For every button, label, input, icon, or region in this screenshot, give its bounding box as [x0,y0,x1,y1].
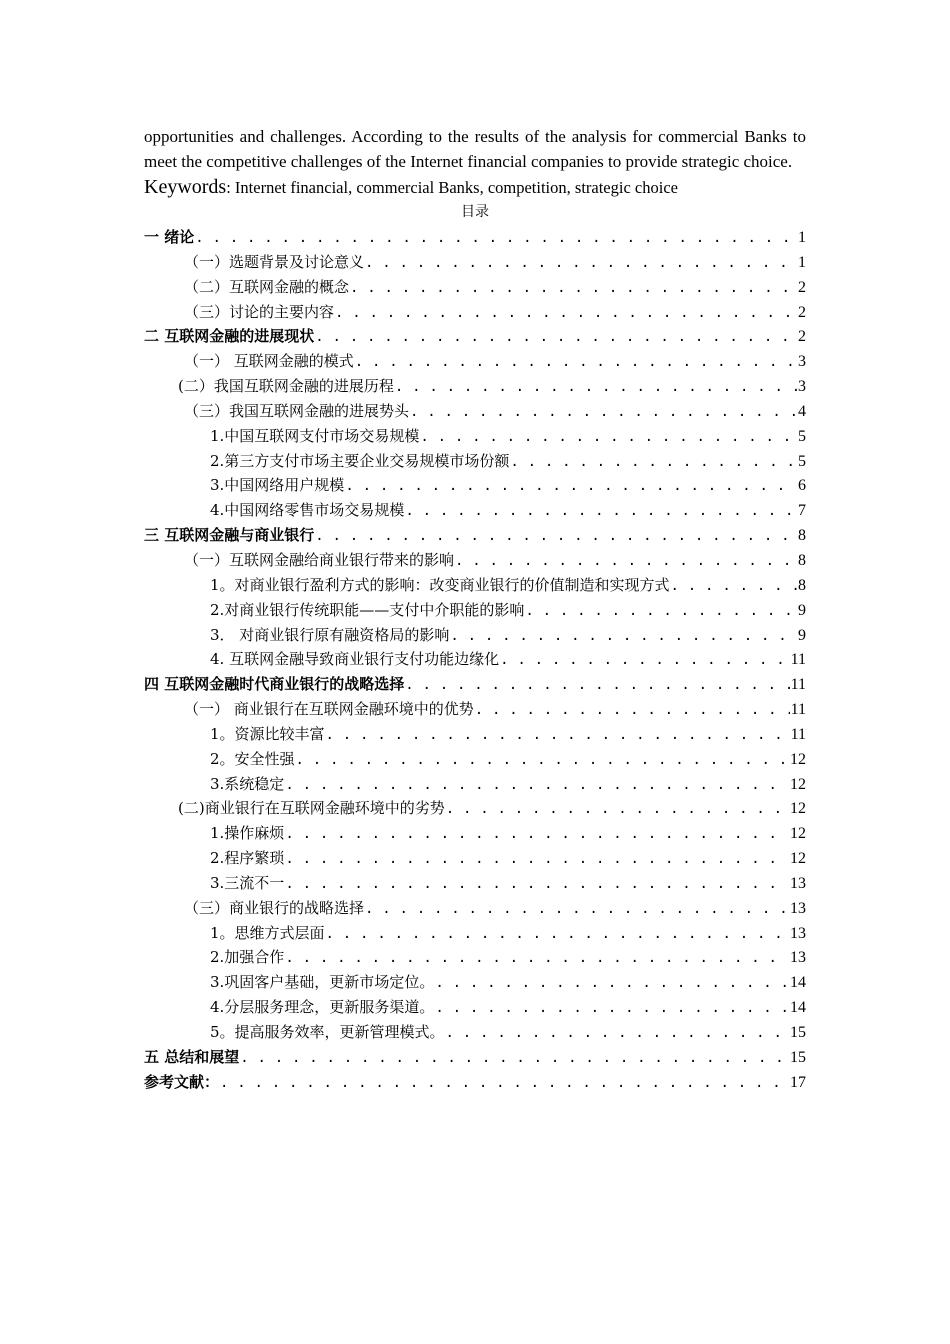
toc-entry-text: （二）互联网金融的概念 [184,277,350,296]
toc-page-number: 2 [798,303,806,321]
toc-leader-dots [450,628,797,644]
toc-entry[interactable] [144,400,806,425]
toc-entry-text: 3.系统稳定 [210,774,285,793]
toc-page-number: 12 [790,825,806,843]
toc-page-number: 13 [790,924,806,942]
toc-page-number: 12 [790,775,806,793]
toc-leader-dots [410,404,797,420]
toc-entry[interactable] [144,1046,806,1071]
toc-leader-dots [355,354,797,370]
toc-entry[interactable] [144,1071,806,1096]
toc-page-number: 11 [790,701,806,719]
toc-leader-dots [296,752,789,768]
toc-entry-text: 二 互联网金融的进展现状 [144,327,315,346]
toc-entry[interactable] [144,599,806,624]
toc-entry-text: 1.中国互联网支付市场交易规模 [210,426,420,445]
toc-page-number: 13 [790,899,806,917]
toc-page-number: 1 [798,229,806,246]
toc-page-number: 1 [798,253,806,271]
toc-entry-text: (二）我国互联网金融的进展历程 [178,377,394,396]
toc-entry-text: 4. 互联网金融导致商业银行支付功能边缘化 [210,650,500,669]
toc-leader-dots [335,305,797,321]
toc-page-number: 5 [798,452,806,470]
toc-entry-text: 四 互联网金融时代商业银行的战略选择 [144,675,405,694]
toc-entry[interactable] [144,226,806,251]
toc-entry-text: 2。安全性强 [210,749,295,768]
toc-entry[interactable] [144,897,806,922]
toc-entry[interactable] [144,996,806,1021]
toc-entry[interactable] [144,773,806,798]
toc-leader-dots [326,926,789,942]
keywords-line [144,174,806,201]
toc-leader-dots [365,255,797,271]
toc-entry[interactable] [144,474,806,499]
toc-entry-text: 1.操作麻烦 [210,824,285,843]
toc-leader-dots [345,478,797,494]
toc-entry-text: 4.中国网络零售市场交易规模 [210,501,405,520]
toc-leader-dots [195,230,797,246]
toc-page-number: 15 [790,1024,806,1041]
toc-leader-dots [285,876,789,892]
toc-entry-text: 2.第三方支付市场主要企业交易规模市场份额 [210,451,510,470]
toc-page-number: 13 [790,874,806,892]
toc-page-number: 4 [798,402,806,420]
abstract-continuation: opportunities and challenges. According to the results of the analysis for commercial Banks to meet the competitive challenges of the Internet financial companies to provide strategic choice. [144,127,806,171]
toc-leader-dots [420,429,797,445]
toc-leader-dots [671,578,797,594]
toc-entry[interactable] [144,922,806,947]
toc-entry[interactable] [144,524,806,549]
toc-entry-text: 1。思维方式层面 [210,923,325,942]
toc-entry-text: （一） 商业银行在互联网金融环境中的优势 [184,700,474,719]
toc-entry[interactable] [144,251,806,276]
toc-title: 目录 [461,204,489,220]
toc-page-number: 8 [798,576,806,594]
toc-entry[interactable] [144,350,806,375]
toc-entry-text: （三）商业银行的战略选择 [184,898,365,917]
toc-entry[interactable] [144,822,806,847]
toc-entry-text: （三）讨论的主要内容 [184,302,335,321]
toc-entry[interactable] [144,574,806,599]
toc-entry[interactable] [144,946,806,971]
toc-page-number: 17 [790,1073,806,1091]
table-of-contents [144,226,806,1096]
toc-page-number: 13 [790,949,806,967]
toc-entry[interactable] [144,1021,806,1046]
toc-leader-dots [435,975,789,991]
toc-page-number: 3 [798,378,806,396]
toc-entry[interactable] [144,549,806,574]
toc-entry[interactable] [144,276,806,301]
keywords-text: : Internet financial, commercial Banks, competition, strategic choice [226,178,678,197]
toc-leader-dots [405,503,797,519]
toc-page-number: 8 [798,527,806,545]
toc-entry-text: 五 总结和展望 [144,1047,240,1066]
toc-page-number: 2 [798,328,806,346]
toc-leader-dots [285,826,789,842]
toc-leader-dots [285,950,789,966]
toc-entry-text: （三）我国互联网金融的进展势头 [184,401,410,420]
toc-entry[interactable] [144,325,806,350]
toc-leader-dots [446,1025,789,1041]
toc-leader-dots [285,851,789,867]
toc-entry-text: (二)商业银行在互联网金融环境中的劣势 [178,799,445,818]
toc-leader-dots [315,329,797,345]
toc-entry[interactable] [144,673,806,698]
toc-entry-text: 1。对商业银行盈利方式的影响：改变商业银行的价值制造和实现方式 [210,575,670,594]
toc-entry[interactable] [144,797,806,822]
toc-entry-text: 2.对商业银行传统职能——支付中介职能的影响 [210,600,525,619]
toc-leader-dots [446,801,789,817]
toc-entry[interactable] [144,971,806,996]
toc-entry-text: 5。提高服务效率，更新管理模式。 [210,1023,445,1041]
toc-entry-text: （一）互联网金融给商业银行带来的影响 [184,550,455,569]
toc-entry-text: 三 互联网金融与商业银行 [144,526,315,545]
toc-page-number: 12 [790,800,806,818]
toc-page-number: 8 [798,551,806,569]
toc-page-number: 3 [798,353,806,371]
toc-leader-dots [240,1050,789,1066]
toc-entry-text: 3.巩固客户基础，更新市场定位。 [210,973,435,992]
toc-leader-dots [350,280,797,296]
toc-page-number: 12 [790,750,806,768]
toc-leader-dots [435,1000,789,1016]
toc-leader-dots [455,553,797,569]
toc-entry-text: 一 绪论 [144,228,195,246]
toc-leader-dots [500,652,790,668]
toc-page-number: 7 [798,502,806,520]
toc-entry-text: 2.加强合作 [210,948,285,967]
toc-entry[interactable] [144,648,806,673]
toc-entry[interactable] [144,698,806,723]
keywords-label: Keywords [144,176,227,198]
toc-page-number: 11 [790,651,806,669]
toc-entry-text: 参考文献： [144,1072,220,1091]
toc-leader-dots [395,379,797,395]
toc-entry[interactable] [144,499,806,524]
toc-leader-dots [510,454,797,470]
document-page [144,124,806,1096]
toc-leader-dots [315,528,797,544]
toc-leader-dots [525,603,797,619]
toc-entry-text: 3． 对商业银行原有融资格局的影响 [210,625,450,644]
toc-page-number: 12 [790,850,806,868]
toc-entry[interactable] [144,748,806,773]
toc-page-number: 14 [790,999,806,1017]
toc-leader-dots [326,727,790,743]
toc-entry[interactable] [144,301,806,326]
toc-entry[interactable] [144,450,806,475]
toc-entry[interactable] [144,723,806,748]
toc-entry-text: 4.分层服务理念，更新服务渠道。 [210,998,435,1017]
toc-entry[interactable] [144,872,806,897]
toc-entry-text: 3.三流不一 [210,873,285,892]
toc-page-number: 11 [790,725,806,743]
toc-leader-dots [220,1075,789,1091]
toc-page-number: 9 [798,626,806,644]
toc-page-number: 14 [790,974,806,992]
toc-page-number: 9 [798,601,806,619]
toc-page-number: 5 [798,427,806,445]
toc-entry[interactable] [144,624,806,649]
toc-page-number: 11 [790,676,806,694]
toc-page-number: 2 [798,278,806,296]
toc-entry-text: 3.中国网络用户规模 [210,476,345,495]
toc-page-number: 6 [798,477,806,495]
toc-entry-text: （一） 互联网金融的模式 [184,352,354,371]
toc-entry[interactable] [144,847,806,872]
toc-entry-text: 1。资源比较丰富 [210,724,325,743]
toc-entry[interactable] [144,375,806,400]
toc-entry-text: （一）选题背景及讨论意义 [184,252,365,271]
toc-page-number: 15 [790,1048,806,1066]
toc-leader-dots [285,777,789,793]
toc-entry-text: 2.程序繁琐 [210,849,285,868]
toc-leader-dots [475,702,790,718]
toc-entry[interactable] [144,425,806,450]
toc-leader-dots [365,901,789,917]
toc-leader-dots [405,677,789,693]
